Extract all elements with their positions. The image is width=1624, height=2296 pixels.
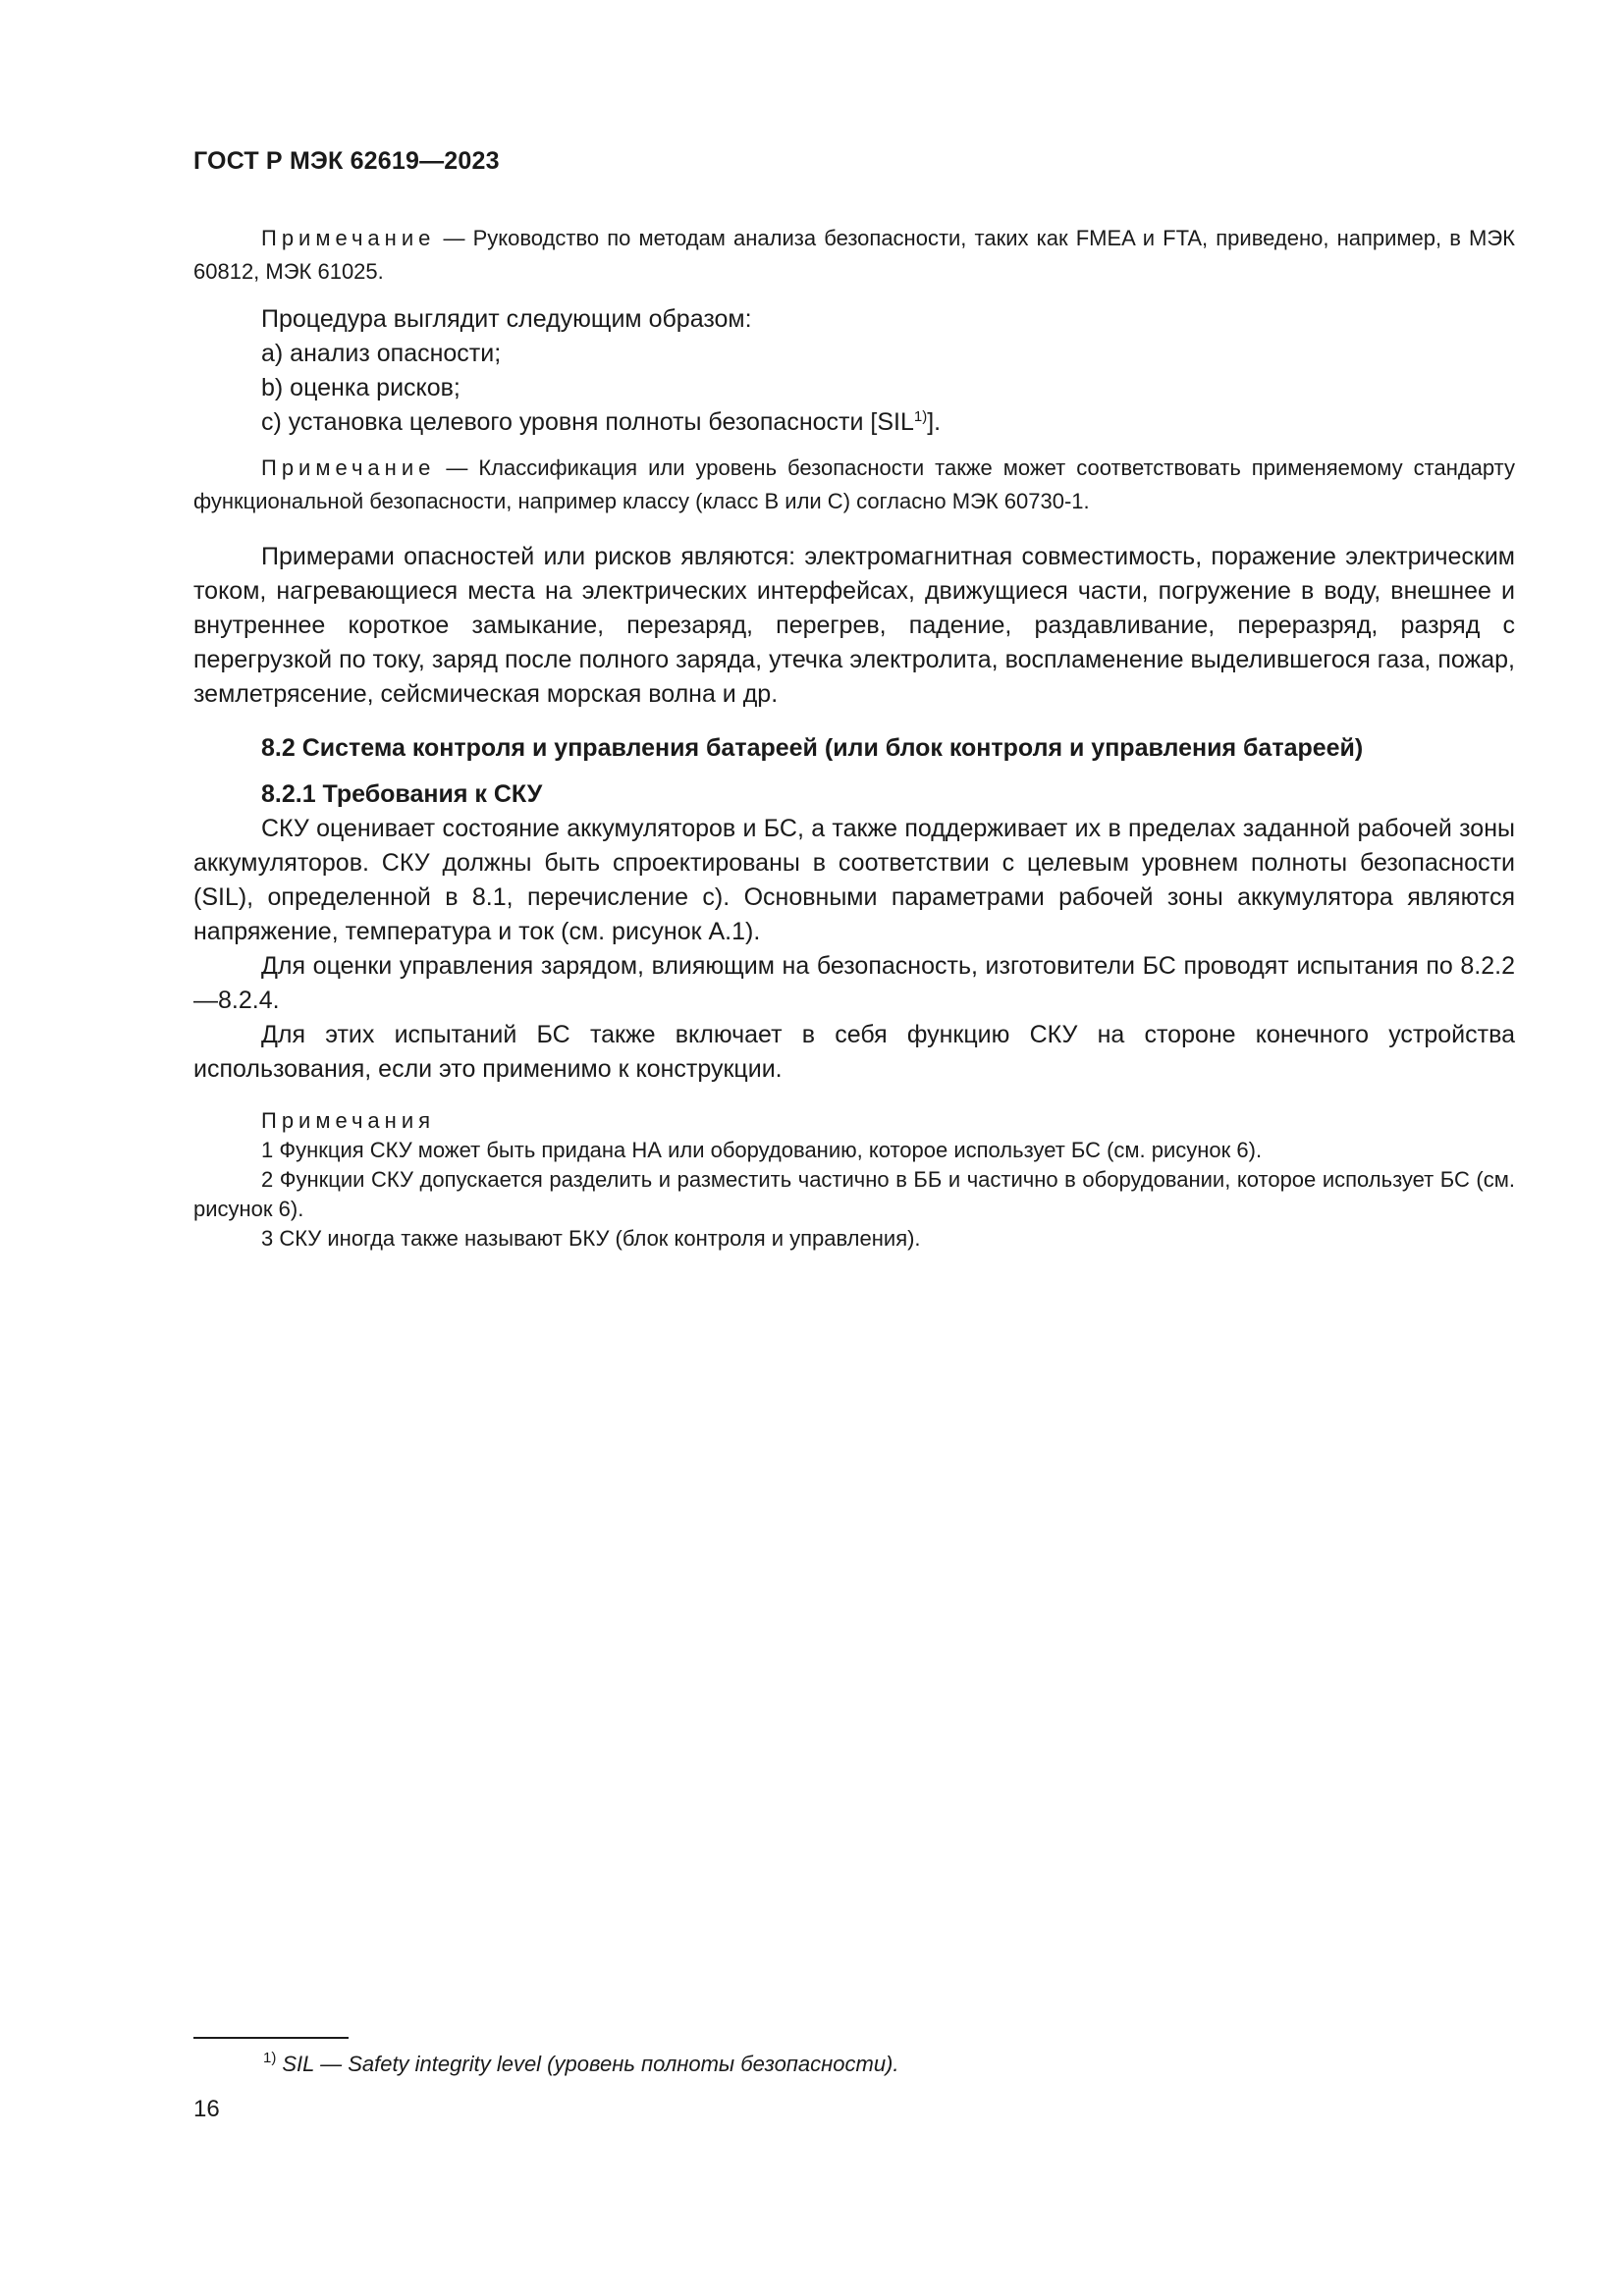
footnote-mark: 1)	[263, 2050, 277, 2066]
document-header: ГОСТ Р МЭК 62619—2023	[193, 147, 500, 175]
note-2-label: Примечание	[261, 455, 436, 480]
note-item-3: 3 СКУ иногда также называют БКУ (блок контроля и управления).	[261, 1226, 921, 1251]
section-8-2-1-heading: 8.2.1 Требования к СКУ	[261, 780, 543, 808]
note-1	[193, 222, 1515, 289]
note-2	[193, 452, 1515, 518]
footnote-text: SIL — Safety integrity level (уровень полноты безопасности).	[282, 2052, 899, 2076]
procedure-intro: Процедура выглядит следующим образом:	[261, 305, 752, 333]
footnote	[263, 2050, 899, 2079]
page-number: 16	[193, 2096, 220, 2122]
procedure-item-c	[193, 405, 1515, 440]
footnote-reference: 1)	[913, 408, 928, 425]
document-body	[193, 222, 1515, 1254]
procedure-list	[193, 337, 1515, 440]
procedure-item-c-end: ].	[927, 408, 942, 436]
section-8-2-1-para-2: Для оценки управления зарядом, влияющим на безопасность, изготовители БС проводят испытания по 8.2.2—8.2.4.	[193, 952, 1515, 1014]
procedure-item-c-text: c) установка целевого уровня полноты безопасности [SIL	[261, 408, 914, 436]
note-1-text: — Руководство по методам анализа безопасности, таких как FMEA и FTA, приведено, например, в МЭК 60812, МЭК 61025.	[193, 226, 1515, 284]
procedure-item-a: a) анализ опасности;	[261, 340, 502, 367]
note-item-2: 2 Функции СКУ допускается разделить и разместить частично в ББ и частично в оборудовании, которое использует БС (см. рисунок 6).	[193, 1167, 1515, 1221]
procedure-item-b: b) оценка рисков;	[261, 374, 460, 401]
hazards-paragraph: Примерами опасностей или рисков являются: электромагнитная совместимость, поражение электрическим током, нагревающиеся места на электрических интерфейсах, движущиеся части, погружение в воду, внешнее и внутреннее короткое замыкание, перезаряд, перегрев, падение, раздавливание, переразряд, разряд с перегрузкой по току, заряд после полного заряда, утечка электролита, воспламенение выделившегося газа, пожар, землетрясение, сейсмическая морская волна и др.	[193, 543, 1515, 708]
section-8-2-1-para-1: СКУ оценивает состояние аккумуляторов и БС, а также поддерживает их в пределах заданной рабочей зоны аккумуляторов. СКУ должны быть спроектированы в соответствии с целевым уровнем полноты безопасности (SIL), определенной в 8.1, перечисление c). Основными параметрами рабочей зоны аккумулятора являются напряжение, температура и ток (см. рисунок A.1).	[193, 815, 1515, 945]
note-item-1: 1 Функция СКУ может быть придана НА или оборудованию, которое использует БС (см. рисунок 6).	[261, 1138, 1263, 1162]
notes-label: Примечания	[261, 1108, 436, 1133]
footnote-divider	[193, 2037, 349, 2039]
note-1-label: Примечание	[261, 226, 436, 250]
note-2-text: — Классификация или уровень безопасности также может соответствовать применяемому стандарту функциональной безопасности, например классу (класс B или C) согласно МЭК 60730-1.	[193, 455, 1515, 513]
section-8-2-1-para-3: Для этих испытаний БС также включает в себя функцию СКУ на стороне конечного устройства использования, если это применимо к конструкции.	[193, 1021, 1515, 1083]
section-8-2-heading: 8.2 Система контроля и управления батареей (или блок контроля и управления батареей)	[261, 734, 1364, 762]
